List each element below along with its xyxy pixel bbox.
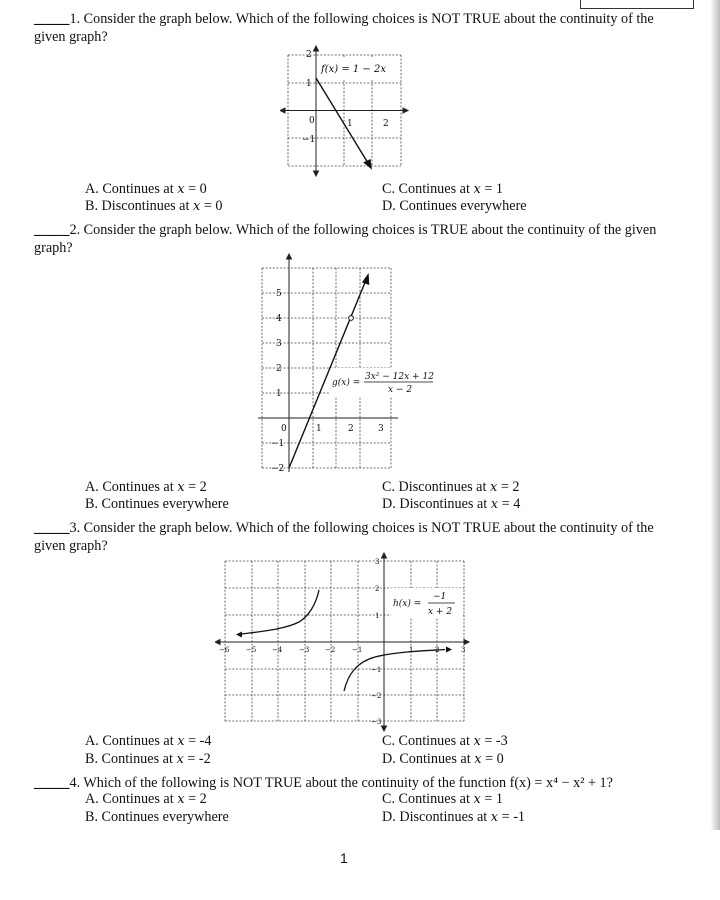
graph-2-ytick: 4 xyxy=(276,314,282,324)
q1-choice-c[interactable]: C. Continues at x = 1 xyxy=(382,181,503,197)
graph-2-label-numerator: 3x² − 12x + 12 xyxy=(365,372,434,382)
graph-2-ytick: −1 xyxy=(271,439,285,449)
answer-blank: _____ xyxy=(34,11,70,27)
q2-choice-a[interactable]: A. Continues at x = 2 xyxy=(85,479,207,495)
graph-2-xtick: 3 xyxy=(378,424,384,434)
graph-3-xtick: −1 xyxy=(352,646,363,654)
graph-3-axes xyxy=(215,553,469,731)
question-3-graph xyxy=(215,552,471,732)
q3-choice-c[interactable]: C. Continues at x = -3 xyxy=(382,733,508,749)
graph-2-xtick: 2 xyxy=(348,424,354,434)
q4-choice-a[interactable]: A. Continues at x = 2 xyxy=(85,791,207,807)
graph-3-xtick: 3 xyxy=(461,646,466,654)
graph-3-curve-left xyxy=(242,590,319,634)
q1-choice-d[interactable]: D. Continues everywhere xyxy=(382,198,527,214)
graph-2-xtick: 1 xyxy=(316,424,322,434)
question-4-text xyxy=(34,774,674,792)
question-1-graph xyxy=(280,45,410,177)
answer-blank: _____ xyxy=(34,520,70,536)
graph-3-grid xyxy=(225,561,464,721)
graph-1-xtick: 0 xyxy=(309,116,315,126)
graph-3-xtick: −6 xyxy=(219,646,230,654)
graph-2-label-lhs: g(x) = xyxy=(332,378,361,388)
q2-choice-c[interactable]: C. Discontinues at x = 2 xyxy=(382,479,520,495)
graph-3-arrow-right xyxy=(446,647,452,653)
graph-3-ytick: −3 xyxy=(371,718,382,726)
graph-3-xtick: −2 xyxy=(325,646,336,654)
answer-blank: _____ xyxy=(34,775,70,791)
graph-3-ytick: 3 xyxy=(375,558,380,566)
page-edge-shadow xyxy=(710,0,720,830)
q4-choice-d[interactable]: D. Discontinues at x = -1 xyxy=(382,809,526,825)
graph-1-function-label: f(x) = 1 − 2x xyxy=(321,64,386,75)
graph-3-arrow-left xyxy=(236,632,242,638)
q1-choice-a[interactable]: A. Continues at x = 0 xyxy=(85,181,207,197)
graph-2-ytick: −2 xyxy=(271,464,285,474)
graph-3-xtick: 1 xyxy=(409,646,414,654)
graph-2-label-denominator: x − 2 xyxy=(388,385,413,395)
graph-3-ytick: 1 xyxy=(375,612,380,620)
graph-3-label-denominator: x + 2 xyxy=(428,607,453,617)
graph-3-xtick: −4 xyxy=(272,646,283,654)
graph-3-label-numerator: −1 xyxy=(433,592,447,602)
graph-2-ytick: 3 xyxy=(276,339,282,349)
graph-2-ytick: 1 xyxy=(276,389,282,399)
graph-2-ytick: 5 xyxy=(276,289,282,299)
q2-choice-b[interactable]: B. Continues everywhere xyxy=(85,496,229,512)
graph-1-ytick: 1 xyxy=(306,79,312,89)
graph-3-xtick: −5 xyxy=(246,646,257,654)
question-4-body: 4. Which of the following is NOT TRUE about the continuity of the function f(x) = x⁴ − x² + 1? xyxy=(69,775,613,791)
graph-2-ytick: 2 xyxy=(276,364,282,374)
q3-choice-a[interactable]: A. Continues at x = -4 xyxy=(85,733,212,749)
q2-choice-d[interactable]: D. Discontinues at x = 4 xyxy=(382,496,521,512)
q4-choice-b[interactable]: B. Continues everywhere xyxy=(85,809,229,825)
question-3-body: 3. Consider the graph below. Which of the following choices is NOT TRUE about the continuity of the given graph? xyxy=(34,520,654,554)
graph-3-curve-right xyxy=(344,650,445,692)
graph-3-ytick: −1 xyxy=(371,666,382,674)
q3-choice-b[interactable]: B. Continues at x = -2 xyxy=(85,751,211,767)
question-3-text xyxy=(34,519,660,555)
q3-choice-d[interactable]: D. Continues at x = 0 xyxy=(382,751,504,767)
graph-3-xtick: 2 xyxy=(435,646,440,654)
question-2-body: 2. Consider the graph below. Which of the following choices is TRUE about the continuity of the given graph? xyxy=(34,222,657,256)
graph-1-ytick: −1 xyxy=(302,135,316,145)
graph-1-xtick: 1 xyxy=(347,119,353,129)
question-1-text xyxy=(34,10,660,46)
graph-3-ytick: 2 xyxy=(375,585,380,593)
q4-choice-c[interactable]: C. Continues at x = 1 xyxy=(382,791,503,807)
question-2-graph xyxy=(256,252,436,476)
graph-2-xtick: 0 xyxy=(281,424,287,434)
q1-choice-b[interactable]: B. Discontinues at x = 0 xyxy=(85,198,223,214)
answer-box xyxy=(580,0,694,9)
graph-1-line xyxy=(316,78,371,168)
question-1-body: 1. Consider the graph below. Which of the following choices is NOT TRUE about the continuity of the given graph? xyxy=(34,11,654,45)
graph-1-ytick: 2 xyxy=(306,50,312,60)
answer-blank: _____ xyxy=(34,222,70,238)
page-number: 1 xyxy=(340,850,348,866)
graph-3-label-lhs: h(x) = xyxy=(393,599,422,609)
graph-3-ytick: −2 xyxy=(371,692,382,700)
graph-1-xtick: 2 xyxy=(383,119,389,129)
graph-3-xtick: −3 xyxy=(299,646,310,654)
